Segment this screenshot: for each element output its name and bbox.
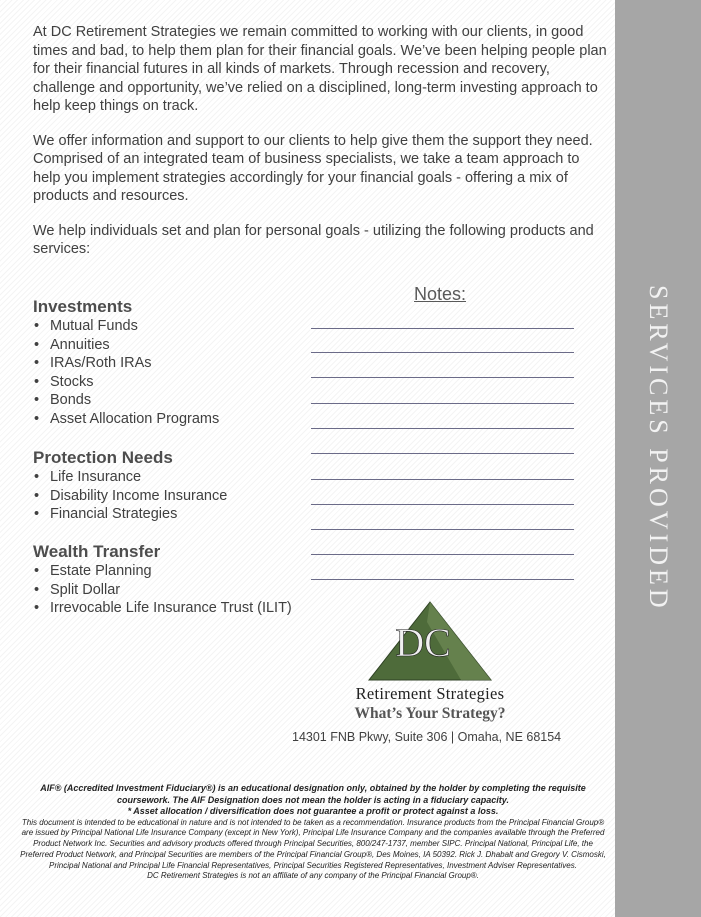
- intro-paragraph-2: We offer information and support to our clients to help give them the support they need. Comprised of an integrated team of business specialists, we take a team approach to help you implement strategies accordingly for your financial goals - offering a mix of products and resources.: [33, 132, 593, 204]
- logo-company-name: Retirement Strategies: [355, 684, 505, 703]
- investments-list: [33, 317, 293, 428]
- notes-title: Notes:: [414, 284, 467, 304]
- list-item: • Life Insurance: [33, 468, 293, 487]
- aif-disclaimer: AIF® (Accredited Investment Fiduciary®) is an educational designation only, obtained by the holder by completing the requisite coursework. The AIF Designation does not mean the holder is acting in a fiduciary capacity.: [40, 783, 586, 805]
- intro-text: [33, 23, 608, 275]
- list-item: • Annuities: [33, 336, 293, 355]
- wealth-list: [33, 562, 293, 618]
- intro-paragraph-3: We help individuals set and plan for personal goals - utilizing the following products and services:: [33, 222, 594, 257]
- affiliate-disclaimer: DC Retirement Strategies is not an affiliate of any company of the Principal Financial Group®.: [147, 871, 479, 881]
- note-line[interactable]: [311, 428, 574, 429]
- note-line[interactable]: [311, 453, 574, 454]
- note-line[interactable]: [311, 504, 574, 505]
- list-item: • Estate Planning: [33, 562, 293, 581]
- sidebar-title: SERVICES PROVIDED: [644, 285, 673, 612]
- wealth-heading: Wealth Transfer: [33, 542, 161, 561]
- note-line[interactable]: [311, 479, 574, 480]
- investments-heading: Investments: [33, 297, 133, 316]
- company-logo: [330, 600, 530, 723]
- wealth-section: [33, 542, 293, 618]
- logo-mark-text: DC: [395, 620, 451, 665]
- list-item: • Bonds: [33, 391, 293, 410]
- list-item: • Mutual Funds: [33, 317, 293, 336]
- triangle-logo-icon: [365, 600, 495, 682]
- list-item: • Split Dollar: [33, 581, 293, 600]
- note-line[interactable]: [311, 377, 574, 378]
- protection-section: [33, 448, 293, 524]
- address: 14301 FNB Pkwy, Suite 306 | Omaha, NE 68154: [292, 730, 562, 744]
- intro-paragraph-1: At DC Retirement Strategies we remain committed to working with our clients, in good times and bad, to help them plan for their financial goals. We’ve been helping people plan for their financial futures in all kinds of markets. Through recession and recovery, challenge and opportunity, we’ve relied on a disciplined, long-term investing approach to help keep things on track.: [33, 24, 607, 114]
- list-item: • Irrevocable Life Insurance Trust (ILIT): [33, 599, 293, 618]
- note-line[interactable]: [311, 529, 574, 530]
- note-line[interactable]: [311, 403, 574, 404]
- list-item: • Asset Allocation Programs: [33, 410, 293, 429]
- protection-list: [33, 468, 293, 524]
- legal-disclaimer: This document is intended to be educational in nature and is not intended to be taken as a recommendation. Insurance products from the Principal Financial Group® are issued by Principal National Life Insurance Company (except in New York), Principal Life Insurance Company and the companies available through the Preferred Product Network Inc. Securities and advisory products offered through Principal Securities, 800/247-1737, member SIPC. Principal National, Principal Life, the Preferred Product Network, and Principal Securities are members of the Principal Financial Group®, Des Moines, IA 50392. Rick J. Dhabalt and Gregory V. Cismoski, Principal National and Principal Life Financial Representatives, Principal Securities Registered Representatives, Investment Adviser Representatives.: [20, 817, 606, 870]
- disclaimer: [18, 783, 608, 882]
- list-item: • Disability Income Insurance: [33, 487, 293, 506]
- sidebar: [615, 0, 701, 917]
- protection-heading: Protection Needs: [33, 448, 173, 467]
- logo-tagline: What’s Your Strategy?: [354, 705, 506, 722]
- investments-section: [33, 297, 293, 428]
- list-item: • Financial Strategies: [33, 505, 293, 524]
- note-line[interactable]: [311, 328, 574, 329]
- note-line[interactable]: [311, 554, 574, 555]
- asset-allocation-disclaimer: * Asset allocation / diversification does not guarantee a profit or protect against a loss.: [127, 806, 499, 816]
- note-line[interactable]: [311, 352, 574, 353]
- list-item: • Stocks: [33, 373, 293, 392]
- list-item: • IRAs/Roth IRAs: [33, 354, 293, 373]
- note-line[interactable]: [311, 579, 574, 580]
